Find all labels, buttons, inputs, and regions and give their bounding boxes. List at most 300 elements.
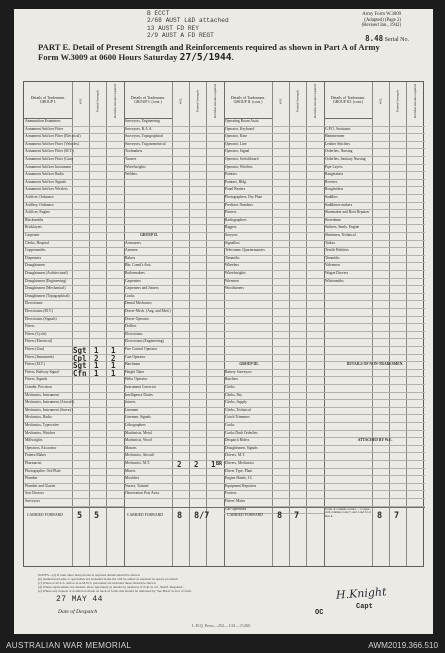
row-label: Millwrights <box>25 438 43 443</box>
signature-rank: Capt <box>356 603 373 611</box>
table-row <box>24 408 124 416</box>
table-row <box>224 438 324 446</box>
row-label: Leather Stitchers <box>325 141 351 146</box>
table-row <box>24 195 124 203</box>
table-row <box>24 256 124 264</box>
row-label: Clerks, Technical <box>225 407 251 412</box>
row-label: Photographers, Dry Plate <box>225 195 263 199</box>
subcolumn-header <box>389 82 406 119</box>
unit-stamp-block <box>147 10 229 40</box>
table-row <box>224 172 324 180</box>
carried-forward-value: 5 <box>94 510 100 521</box>
row-label: Gas Operators <box>225 506 247 511</box>
table-row <box>124 233 224 241</box>
table-row <box>124 134 224 142</box>
table-row <box>24 324 124 332</box>
row-label: Mechanics, Aircraft <box>125 453 155 458</box>
table-row <box>224 248 324 256</box>
table-row <box>324 324 425 332</box>
footnote: (d) Where replacement not desired, show separately as details by insertion of N.R. in col. 'Reinf. Required'. <box>38 585 184 590</box>
table-row <box>24 165 124 173</box>
subcolumn-header <box>289 82 306 119</box>
row-label: Surveyors <box>25 499 40 503</box>
table-row <box>24 119 124 127</box>
archive-name: AUSTRALIAN WAR MEMORIAL <box>6 641 132 650</box>
table-row <box>224 355 324 363</box>
table-row <box>324 491 425 499</box>
subcolumn-header <box>89 82 106 119</box>
table-row <box>324 157 425 165</box>
table-row <box>24 491 124 499</box>
row-label: Fitters, Signals <box>25 377 48 382</box>
row-label: Sawyers <box>225 233 238 237</box>
row-label: Armament Artificer Fitter <box>25 126 64 131</box>
table-row <box>124 491 224 499</box>
handwritten-entry: 2 <box>111 353 116 363</box>
table-row <box>24 127 124 135</box>
row-label: Fitters <box>25 324 35 329</box>
table-row <box>24 241 124 249</box>
row-label: Signallers <box>225 240 240 245</box>
table-row <box>224 225 324 233</box>
table-row <box>224 203 324 211</box>
carried-forward-label: CARRIED FORWARD <box>227 512 263 517</box>
row-label: Predictor Numbers <box>225 202 253 207</box>
table-row <box>124 142 224 150</box>
table-row <box>324 461 425 469</box>
carried-forward-value: 8 <box>377 510 383 521</box>
table-row <box>224 469 324 477</box>
table-row <box>124 119 224 127</box>
row-label: Carpenters <box>125 278 141 283</box>
part-title-suffix: . <box>231 52 234 63</box>
table-row <box>124 172 224 180</box>
row-label: Fitters (Electrical) <box>25 339 52 344</box>
row-label: Printers <box>225 210 237 215</box>
row-label: Surveyors, Topographical <box>125 134 163 139</box>
table-row <box>224 499 324 507</box>
subcolumn-header-text: Posted Strength <box>295 89 300 112</box>
table-row <box>324 347 425 355</box>
row-label: Turners <box>125 157 137 161</box>
table-row <box>124 339 224 347</box>
row-label: Rangetakers <box>325 172 344 177</box>
row-label: Painters, Bldg. <box>225 179 247 184</box>
row-label: Painters <box>225 172 237 177</box>
column-header-line: GROUP II. (cont.) <box>233 100 263 104</box>
row-label: Armament Artificer Wireless <box>25 187 68 192</box>
subcolumn-header-text: W.E. <box>178 97 183 104</box>
table-row <box>324 241 425 249</box>
subcolumn-header-text: Reinforcements required <box>412 83 417 118</box>
row-label: Draughtsmen (Architectural) <box>25 271 68 275</box>
row-label: Mechanics, Watches <box>25 430 56 435</box>
serial-number-label: Serial No. <box>384 37 409 43</box>
table-row <box>124 423 224 431</box>
table-row <box>24 438 124 446</box>
table-row <box>24 301 124 309</box>
table-row <box>124 484 224 492</box>
table-row <box>324 385 425 393</box>
table-row <box>224 157 324 165</box>
row-label: Electricians (M.V.) <box>25 309 54 313</box>
table-row <box>224 370 324 378</box>
table-row <box>124 210 224 218</box>
row-label: Draughtsmen <box>25 263 45 268</box>
row-label: Wheelers <box>225 263 239 268</box>
row-label: Moulders <box>125 476 140 481</box>
row-label: Operator, Keyboard <box>225 126 255 131</box>
row-label: Pipe Layers <box>325 164 343 169</box>
row-label: Operators, Excavator <box>25 445 57 450</box>
row-label: Mechanics, Instrument <box>25 392 59 397</box>
table-row <box>124 180 224 188</box>
table-row <box>24 248 124 256</box>
row-label: Orderlies, Nursing <box>325 149 353 154</box>
table-row <box>224 446 324 454</box>
row-label: Saddlers <box>325 195 338 199</box>
row-label: Height Taker <box>125 369 145 374</box>
column-header-details <box>324 82 372 119</box>
subcolumn-header-text: W.E. <box>278 97 283 104</box>
row-label: Despatch Riders <box>225 438 250 443</box>
row-label: Armament Artificer Fitter (Gun) <box>25 157 73 161</box>
row-label: Clerks, Supply <box>225 400 247 405</box>
section-heading: DETAILS OF NON-TRADESMEN. <box>346 362 404 367</box>
table-row <box>24 377 124 385</box>
row-label: Valvemen <box>325 263 340 268</box>
row-label: Sheetmen, Technical <box>325 233 356 237</box>
table-row <box>124 157 224 165</box>
row-label: Operator, Switchboard <box>225 157 259 161</box>
row-label: Draughtsmen, Signals <box>225 445 258 450</box>
table-row <box>224 195 324 203</box>
row-label: Photographer, Ord Plate <box>25 468 61 473</box>
table-row <box>124 195 224 203</box>
row-label: Fitters (Instrument) <box>25 354 54 359</box>
subcolumn-header-text: Reinforcements required <box>112 83 117 118</box>
table-row <box>24 431 124 439</box>
table-row <box>324 225 425 233</box>
row-label: Draughtsmen (Topographical) <box>25 293 70 298</box>
table-row <box>224 218 324 226</box>
row-label: Wagon Drovers <box>325 271 349 275</box>
row-label: Tinsmiths <box>325 255 340 260</box>
handwritten-entry: Sgt <box>73 346 87 355</box>
column-header-details <box>24 82 72 119</box>
table-row <box>224 165 324 173</box>
row-label: Grinder, Precision <box>25 385 52 389</box>
printer-imprint: L.H.Q. Press—252—1/41—112M. <box>192 623 251 628</box>
column-header-line: Details of Tradesmen. <box>130 95 166 100</box>
totals-label: Totals of columns carried — to agree with columns 4 and 7, and 1 and 12 of Part A. <box>325 506 371 518</box>
handwritten-entry: BR <box>216 461 223 467</box>
table-row <box>124 415 224 423</box>
table-row <box>224 453 324 461</box>
table-row <box>124 476 224 484</box>
row-label: Tailors <box>325 240 336 245</box>
table-row <box>24 286 124 294</box>
row-label: Masons <box>125 445 137 450</box>
carried-forward-value: 8 <box>177 510 183 521</box>
row-label: Pharmacist <box>25 461 42 465</box>
table-row <box>24 279 124 287</box>
table-row <box>124 446 224 454</box>
row-label: Whitesmiths <box>325 278 344 283</box>
row-label: Mechanics, Instrument (Aircraft) <box>25 400 74 405</box>
table-row <box>224 400 324 408</box>
table-row <box>24 499 124 507</box>
table-row <box>324 484 425 492</box>
table-row <box>124 187 224 195</box>
table-row <box>324 317 425 325</box>
table-row <box>24 172 124 180</box>
handwritten-entry: 1 <box>111 368 116 378</box>
table-row <box>324 271 425 279</box>
subcolumn-header <box>272 82 289 119</box>
subcolumn-header-text: Posted Strength <box>395 89 400 112</box>
row-label: Operator, Line <box>225 141 247 146</box>
table-row <box>224 241 324 249</box>
row-label: Armament Artificer Fitter (Vehicles) <box>25 141 79 146</box>
table-row <box>324 218 425 226</box>
archive-footer <box>0 640 445 653</box>
table-row <box>124 385 224 393</box>
table-row <box>324 286 425 294</box>
row-label: Saddletree makers <box>325 202 353 207</box>
row-label: Tinsmiths <box>225 255 240 260</box>
table-row <box>224 271 324 279</box>
row-label: Armament Artificer Fitter (M.T.) <box>25 149 74 154</box>
row-label: Blacksmiths <box>25 217 44 222</box>
handwritten-entry: 1 <box>111 361 116 371</box>
table-row <box>324 172 425 180</box>
table-row <box>224 279 324 287</box>
table-row <box>324 393 425 401</box>
row-label: Clerks, Pay <box>225 392 243 397</box>
row-label: Equipment Repairers <box>225 483 257 488</box>
row-label: Intelligence Duties <box>125 392 153 397</box>
table-row <box>124 400 224 408</box>
row-label: Battery Surveyors <box>225 369 252 374</box>
part-title-prefix: PART E. <box>38 42 71 52</box>
stamp-line: B ECCT <box>147 10 170 17</box>
row-label: Instrument Corrector <box>125 385 157 389</box>
subcolumn-header <box>206 82 223 119</box>
officer-signature: H.Knight <box>335 585 387 602</box>
row-label: Fitters, Railway Signal <box>25 369 59 374</box>
carried-forward-value: 8/7 <box>194 510 210 521</box>
row-label: Bkr. Comd's Asst. <box>125 263 152 268</box>
row-label: Operating Room Assts. <box>225 119 260 123</box>
row-label: Linemen <box>125 407 139 412</box>
column-header-line: GROUP I. <box>39 100 57 104</box>
table-row <box>324 134 425 142</box>
table-row <box>324 332 425 340</box>
row-label: Pattern Maker <box>25 453 46 458</box>
column-header-details <box>224 82 272 119</box>
table-row <box>224 362 324 370</box>
row-label: Panel Beaters <box>225 187 246 192</box>
column-header-line: GROUP III. (cont.) <box>332 100 364 104</box>
handwritten-entry: 2 <box>194 460 199 469</box>
subcolumn-header-text: Reinforcements required <box>312 83 317 118</box>
table-row <box>224 461 324 469</box>
table-row <box>324 309 425 317</box>
table-row <box>324 415 425 423</box>
row-label: Butchers <box>225 377 239 382</box>
row-label: Roughriders <box>325 187 344 192</box>
row-label: Electricians (Signals) <box>25 316 57 321</box>
row-label: Hatchmen <box>125 362 141 367</box>
row-label: Observation Post Assts. <box>125 491 160 496</box>
subcolumn-header <box>106 82 123 119</box>
table-row <box>24 309 124 317</box>
table-row <box>324 294 425 302</box>
row-label: Artificer, Engine <box>25 210 50 215</box>
handwritten-entry: 1 <box>211 460 216 469</box>
row-label: Dispensers <box>25 255 42 260</box>
table-row <box>324 431 425 439</box>
table-row <box>24 469 124 477</box>
row-label: Armament Artificer Radio <box>25 172 64 177</box>
part-title-date: 27/5/1944 <box>179 52 232 64</box>
row-label: Gun Operator <box>125 354 146 359</box>
row-label: Nurses, Trained <box>125 483 149 488</box>
table-row <box>24 400 124 408</box>
row-label: Lithographers <box>125 423 146 427</box>
table-row <box>324 423 425 431</box>
handwritten-entry: Cpl <box>73 353 87 363</box>
table-row <box>224 431 324 439</box>
row-label: Operator, Wireless <box>225 164 253 169</box>
row-label: Electricians (Engineering) <box>125 339 164 344</box>
column-header-line: Details of Tradesmen. <box>30 95 66 100</box>
row-label: Engine Hands, I.C. <box>225 476 254 481</box>
row-label: Saw Doctors <box>25 491 44 496</box>
table-row <box>224 301 324 309</box>
row-label: Draughtsmen (Mechanical) <box>25 286 66 291</box>
row-label: Fitters' Mates <box>225 499 246 503</box>
table-row <box>224 127 324 135</box>
table-row <box>224 385 324 393</box>
subcolumn-header-text: Reinforcements required <box>212 83 217 118</box>
row-label: Armament Artificer Instrument <box>25 164 72 169</box>
table-row <box>24 271 124 279</box>
table-row <box>124 377 224 385</box>
subcolumn-header <box>172 82 189 119</box>
table-row <box>124 469 224 477</box>
table-row <box>24 393 124 401</box>
row-label: Machinists, Wood <box>125 438 152 443</box>
table-row <box>324 165 425 173</box>
row-label: Riveters <box>325 179 338 184</box>
footnote: NOTES—(a) If rank other than private is required details should be shown. <box>38 573 141 577</box>
table-row <box>24 476 124 484</box>
table-row <box>324 301 425 309</box>
row-label: Joiners <box>125 400 136 405</box>
handwritten-entry: 1 <box>94 346 99 355</box>
carried-forward-value: 5 <box>77 510 83 521</box>
table-row <box>324 279 425 287</box>
table-row <box>324 362 425 370</box>
table-row <box>124 279 224 287</box>
carried-forward-value: 7 <box>394 510 400 521</box>
carried-forward-value: 8 <box>277 510 283 521</box>
row-label: Drillers <box>125 324 137 329</box>
row-label: Draughtsmen (Engineering) <box>25 278 67 283</box>
subcolumn-header-text: W.E. <box>378 97 383 104</box>
row-label: Electricians <box>25 301 43 306</box>
row-label: Machinists, Metal <box>125 430 152 435</box>
table-row <box>124 461 224 469</box>
table-row <box>324 453 425 461</box>
table-row <box>124 218 224 226</box>
footnote: (b) Authorised trades or specialists not included in the list will be added as required in spaces provided. <box>38 577 179 582</box>
table-row <box>324 187 425 195</box>
subcolumn-header-text: Posted Strength <box>195 89 200 112</box>
table-row <box>24 142 124 150</box>
row-label: Radiographers <box>225 217 247 222</box>
table-row <box>24 294 124 302</box>
row-label: Cooks <box>225 423 235 427</box>
table-row <box>124 324 224 332</box>
row-label: Cooks <box>125 293 135 298</box>
table-row <box>224 294 324 302</box>
table-row <box>224 347 324 355</box>
table-row <box>124 203 224 211</box>
army-form-page <box>14 9 433 634</box>
table-row <box>24 385 124 393</box>
table-row <box>324 408 425 416</box>
row-label: Toolmakers <box>125 149 143 154</box>
table-row <box>124 408 224 416</box>
table-row <box>24 134 124 142</box>
table-row <box>124 431 224 439</box>
row-label: Drivers, M.T. <box>225 453 246 458</box>
table-row <box>224 491 324 499</box>
table-row <box>324 339 425 347</box>
table-row <box>124 225 224 233</box>
table-row <box>224 393 324 401</box>
row-label: Carpenter <box>25 233 40 237</box>
table-row <box>324 377 425 385</box>
form-ref-line: Army Form W.3009 <box>362 12 401 17</box>
row-label: Driver-Operator <box>125 316 149 321</box>
table-row <box>324 438 425 446</box>
row-label: Mechanics, Radio <box>25 415 52 420</box>
table-row <box>124 271 224 279</box>
table-row <box>124 309 224 317</box>
table-row <box>224 210 324 218</box>
row-label: Mechanics, Instrument (Survey) <box>25 407 73 412</box>
row-label: Fitters (Cycle) <box>25 331 47 336</box>
table-row <box>24 332 124 340</box>
part-title <box>38 42 383 64</box>
table-row <box>324 119 425 127</box>
row-label: Fitters (Gun) <box>25 347 45 351</box>
table-row <box>224 377 324 385</box>
table-row <box>324 142 425 150</box>
table-row <box>24 149 124 157</box>
subcolumn-header <box>406 82 423 119</box>
column-header-line: Details of Tradesmen. <box>330 95 366 100</box>
handwritten-entry: 1 <box>111 346 116 355</box>
serial-number-value: 8.48 <box>365 34 384 43</box>
table-row <box>24 225 124 233</box>
column-header-details <box>124 82 172 119</box>
table-row <box>124 256 224 264</box>
